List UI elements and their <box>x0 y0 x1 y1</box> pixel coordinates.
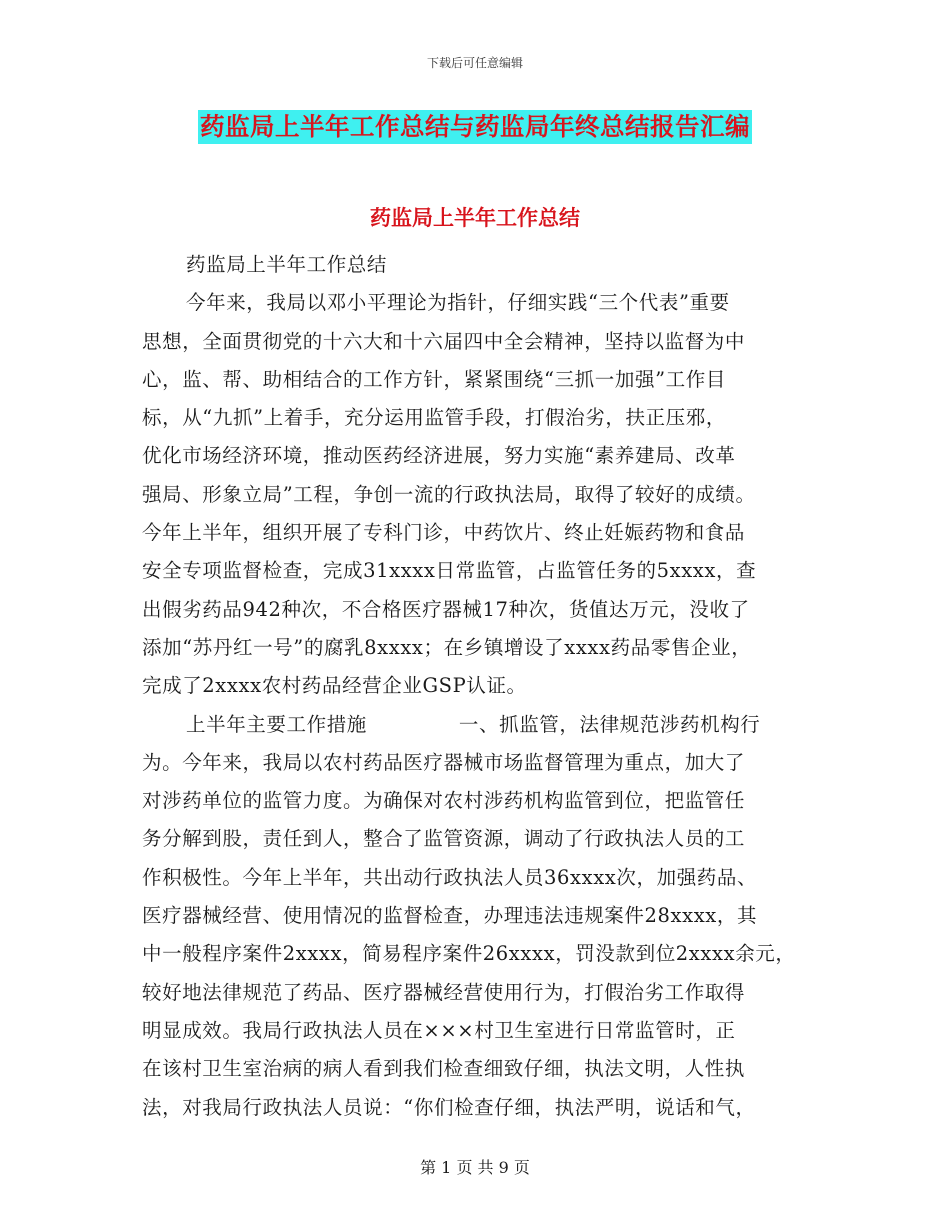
body-line: 完成了2xxxx农村药品经营企业GSP认证。 <box>142 674 527 698</box>
body-line-measures <box>142 706 832 744</box>
body-line: 思想，全面贯彻党的十六大和十六届四中全会精神，坚持以监督为中 <box>142 329 746 353</box>
body-line: 药监局上半年工作总结 <box>186 253 388 276</box>
body-line: 出假劣药品942种次，不合格医疗器械17种次，货值达万元，没收了 <box>142 597 750 621</box>
body-line: 医疗器械经营、使用情况的监督检查，办理违法违规案件28xxxx，其 <box>142 904 758 928</box>
body-line: 明显成效。我局行政执法人员在×××村卫生室进行日常监管时，正 <box>142 1018 736 1042</box>
body-line: 优化市场经济环境，推动医药经济进展，努力实施“素养建局、改革 <box>142 444 736 468</box>
body-line: 为。今年来，我局以农村药品医疗器械市场监督管理为重点，加大了 <box>142 750 746 774</box>
body-line: 标，从“九抓”上着手，充分运用监管手段，打假治劣，扶正压邪， <box>142 406 726 430</box>
page-number: 第 1 页 共 9 页 <box>420 1158 530 1177</box>
section-title: 药监局上半年工作总结 <box>370 206 580 230</box>
body-line: 中一般程序案件2xxxx，简易程序案件26xxxx，罚没款到位2xxxx余元， <box>142 942 796 966</box>
body-line: 较好地法律规范了药品、医疗器械经营使用行为，打假治劣工作取得 <box>142 980 746 1004</box>
document-title <box>0 110 950 144</box>
body-line: 务分解到股，责任到人，整合了监管资源，调动了行政执法人员的工 <box>142 827 746 851</box>
body-line: 对涉药单位的监管力度。为确保对农村涉药机构监管到位，把监管任 <box>142 789 746 813</box>
body-line: 作积极性。今年上半年，共出动行政执法人员36xxxx次，加强药品、 <box>142 865 758 889</box>
measures-item-one: 一、抓监管，法律规范涉药机构行 <box>458 712 761 736</box>
page-header-note: 下载后可任意编辑 <box>426 56 523 70</box>
measures-heading: 上半年主要工作措施 <box>186 712 367 736</box>
document-body <box>142 246 832 1127</box>
body-line: 安全专项监督检查，完成31xxxx日常监管，占监管任务的5xxxx，查 <box>142 559 757 583</box>
body-line: 添加“苏丹红一号”的腐乳8xxxx；在乡镇增设了xxxx药品零售企业， <box>142 635 752 659</box>
body-line: 强局、形象立局”工程，争创一流的行政执法局，取得了较好的成绩。 <box>142 482 756 506</box>
body-line: 今年上半年，组织开展了专科门诊，中药饮片、终止妊娠药物和食品 <box>142 521 746 545</box>
body-line: 心，监、帮、助相结合的工作方针，紧紧围绕“三抓一加强”工作目 <box>142 367 726 391</box>
body-line: 在该村卫生室治病的病人看到我们检查细致仔细，执法文明，人性执 <box>142 1057 746 1081</box>
document-title-text: 药监局上半年工作总结与药监局年终总结报告汇编 <box>198 110 752 144</box>
body-line: 法，对我局行政执法人员说：“你们检查仔细，执法严明，说话和气， <box>142 1095 756 1119</box>
body-line: 今年来，我局以邓小平理论为指针，仔细实践“三个代表”重要 <box>186 291 730 315</box>
